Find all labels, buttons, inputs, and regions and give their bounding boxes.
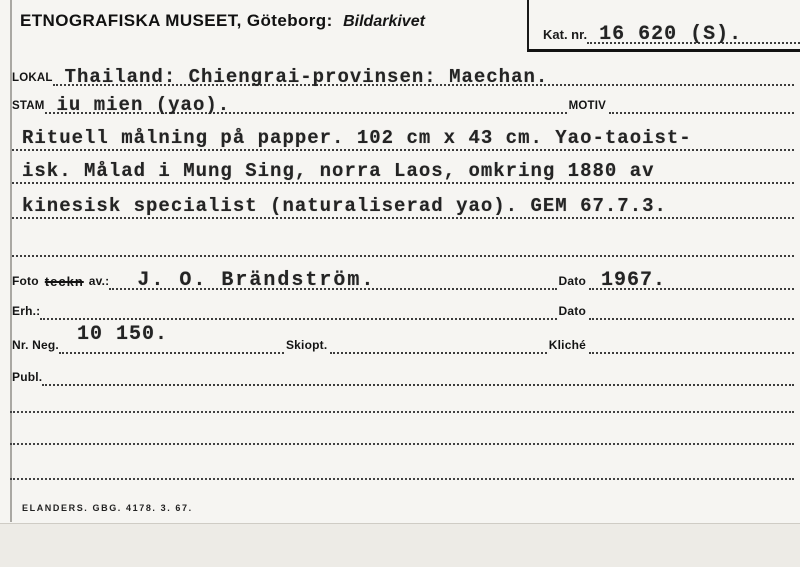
stam-label: STAM <box>12 100 45 112</box>
publ-row <box>12 360 794 386</box>
blank-ruled-line <box>12 219 794 257</box>
foto-value: J. O. Brändström. <box>137 269 376 292</box>
motiv-text-1: Rituell målning på papper. 102 cm x 43 cm. Yao-taoist- <box>22 127 692 149</box>
motiv-text-line <box>12 151 794 184</box>
nr-neg-value: 10 150. <box>76 323 168 346</box>
publ-label: Publ. <box>12 370 43 384</box>
lokal-value: Thailand: Chiengrai-provinsen: Maechan. <box>64 66 549 88</box>
skiopt-line <box>330 352 546 354</box>
archive-subtitle: Bildarkivet <box>343 13 425 30</box>
catalog-number-label: Kat. nr. <box>543 27 588 42</box>
foto-dato-line <box>589 271 794 290</box>
foto-dato-label: Dato <box>558 274 586 288</box>
scan-background-strip <box>0 523 800 567</box>
nr-neg-line <box>59 325 284 354</box>
printer-mark: ELANDERS. GBG. 4178. 3. 67. <box>22 503 193 513</box>
blank-ruled-line <box>10 478 794 480</box>
foto-label-struck-word: teckn <box>44 274 84 289</box>
stam-value: iu mien (yao). <box>56 94 231 116</box>
foto-dato-value: 1967. <box>601 269 667 292</box>
foto-line <box>109 271 556 290</box>
motiv-text-line <box>12 116 794 151</box>
publ-line <box>42 384 794 386</box>
motiv-label: MOTIV <box>568 100 606 112</box>
kliche-line <box>589 352 794 354</box>
museum-title: ETNOGRAFISKA MUSEET, Göteborg: <box>20 11 333 30</box>
kliche-label: Kliché <box>548 338 586 352</box>
erh-label: Erh.: <box>12 304 41 318</box>
erh-dato-line <box>589 318 794 320</box>
foto-label: Foto <box>12 274 39 288</box>
lokal-line <box>53 68 794 86</box>
stam-line <box>45 96 567 114</box>
catalog-number-box <box>527 0 800 52</box>
card-header <box>20 11 425 31</box>
motiv-text-3: kinesisk specialist (naturaliserad yao). GEM 67.7.3. <box>22 195 667 217</box>
catalog-number-line <box>587 25 800 44</box>
motiv-text-line <box>12 184 794 219</box>
skiopt-label: Skiopt. <box>285 338 328 352</box>
nr-neg-label: Nr. Neg. <box>12 338 59 352</box>
motiv-description <box>12 116 794 257</box>
motiv-line <box>609 112 794 114</box>
stam-row <box>12 86 794 114</box>
blank-ruled-line <box>10 443 794 445</box>
lokal-row <box>12 58 794 86</box>
erh-dato-label: Dato <box>558 304 586 318</box>
foto-row <box>12 262 794 290</box>
foto-av-label: av.: <box>88 274 110 288</box>
lokal-label: LOKAL <box>12 72 53 84</box>
catalog-number-value: 16 620 (S). <box>599 23 743 46</box>
erh-row <box>12 294 794 320</box>
nr-neg-row <box>12 323 794 354</box>
motiv-text-2: isk. Målad i Mung Sing, norra Laos, omkring 1880 av <box>22 160 655 182</box>
erh-line <box>40 318 556 320</box>
blank-ruled-line <box>10 411 794 413</box>
